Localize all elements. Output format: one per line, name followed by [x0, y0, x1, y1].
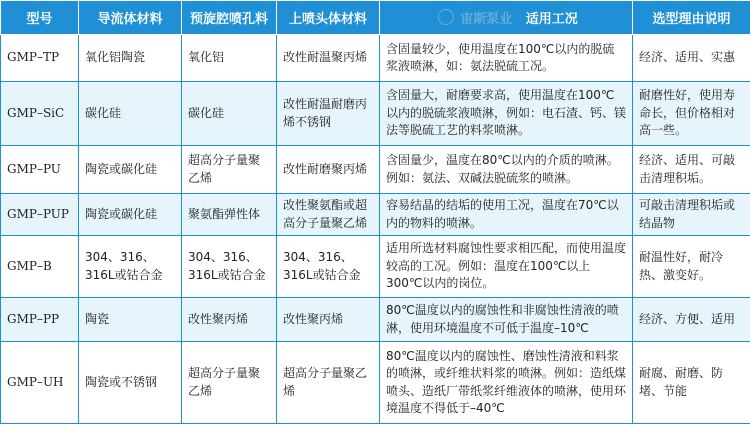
cell-reason: 经济、适用、可敲击清理积垢。 — [633, 146, 750, 194]
cell-model: GMP–PU — [1, 146, 79, 194]
table-row — [1, 236, 750, 298]
header-conditions-label: 适用工况 — [525, 12, 578, 27]
cell-model: GMP–B — [1, 236, 79, 298]
header-reason: 选型理由说明 — [633, 1, 750, 35]
cell-nozzle: 304、316、316L或钴合金 — [277, 236, 380, 298]
header-fluid-material: 导流体材料 — [79, 1, 182, 35]
cell-cavity: 超高分子量聚乙烯 — [182, 342, 277, 424]
cell-cavity: 碳化硅 — [182, 82, 277, 146]
cell-model: GMP–PP — [1, 298, 79, 342]
cell-reason: 耐腐、耐磨、防堵、节能 — [633, 342, 750, 424]
cell-conditions: 适用所选材料腐蚀性要求相匹配，而使用温度较高的工况。例如：温度在100℃以上300℃以内的岗位。 — [380, 236, 633, 298]
cell-nozzle: 改性聚氨酯或超高分子量聚乙烯 — [277, 194, 380, 236]
cell-reason: 经济、方便、适用 — [633, 298, 750, 342]
watermark: 宙斯泵业 — [460, 12, 513, 27]
cell-conditions: 80℃温度以内的腐蚀性、磨蚀性清液和料浆的喷淋，或纤维状料浆的喷淋。例如：造纸煤喷头、造纸厂带纸浆纤维液体的喷淋，使用环境温度不得低于–40℃ — [380, 342, 633, 424]
cell-model: GMP–UH — [1, 342, 79, 424]
cell-cavity: 超高分子量聚乙烯 — [182, 146, 277, 194]
header-cavity-material: 预旋腔喷孔料 — [182, 1, 277, 35]
cell-fluid: 304、316、316L或钴合金 — [79, 236, 182, 298]
cell-nozzle: 改性聚丙烯 — [277, 298, 380, 342]
cell-model: GMP–TP — [1, 35, 79, 82]
cell-fluid: 碳化硅 — [79, 82, 182, 146]
header-nozzle-material: 上喷头体材料 — [277, 1, 380, 35]
cell-fluid: 氧化铝陶瓷 — [79, 35, 182, 82]
cell-conditions: 容易结晶的结垢的使用工况，温度在70℃以内的物料的喷淋。 — [380, 194, 633, 236]
cell-fluid: 陶瓷或碳化硅 — [79, 194, 182, 236]
cell-conditions: 含固量少，温度在80℃以内的介质的喷淋。例如：氨法、双碱法脱硫浆的喷淋。 — [380, 146, 633, 194]
cell-reason: 经济、适用、实惠 — [633, 35, 750, 82]
cell-cavity: 304、316、316L或钴合金 — [182, 236, 277, 298]
cell-nozzle: 改性耐磨聚丙烯 — [277, 146, 380, 194]
cell-fluid: 陶瓷或不锈钢 — [79, 342, 182, 424]
cell-cavity: 改性聚丙烯 — [182, 298, 277, 342]
table-row — [1, 82, 750, 146]
cell-cavity: 氧化铝 — [182, 35, 277, 82]
cell-fluid: 陶瓷 — [79, 298, 182, 342]
cell-fluid: 陶瓷或碳化硅 — [79, 146, 182, 194]
cell-reason: 可敲击清理积垢或结晶物 — [633, 194, 750, 236]
header-model: 型号 — [1, 1, 79, 35]
cell-nozzle: 超高分子量聚乙烯 — [277, 342, 380, 424]
table-row — [1, 342, 750, 424]
table-row — [1, 194, 750, 236]
cell-cavity: 聚氨酯弹性体 — [182, 194, 277, 236]
table-row — [1, 146, 750, 194]
cell-nozzle: 改性耐温聚丙烯 — [277, 35, 380, 82]
cell-model: GMP–PUP — [1, 194, 79, 236]
cell-nozzle: 改性耐温耐磨丙烯不锈钢 — [277, 82, 380, 146]
cell-conditions: 80℃温度以内的腐蚀性和非腐蚀性清液的喷淋，使用环境温度不可低于温度–10℃ — [380, 298, 633, 342]
header-conditions — [380, 1, 633, 35]
table-row — [1, 298, 750, 342]
cell-reason: 耐磨性好，使用寿命长，但价格相对高一些。 — [633, 82, 750, 146]
header-row — [1, 1, 750, 35]
cell-conditions: 含固量较少，使用温度在100℃以内的脱硫浆液喷淋，如：氨法脱硫工况。 — [380, 35, 633, 82]
cell-reason: 耐温性好，耐冷热、激变好。 — [633, 236, 750, 298]
watermark-logo-icon — [438, 9, 454, 25]
table-row — [1, 35, 750, 82]
cell-model: GMP–SiC — [1, 82, 79, 146]
cell-conditions: 含固量大，耐磨要求高，使用温度在100℃以内的脱硫浆液喷淋，例如：电石渣、钙、镁法等脱硫工艺的料浆喷淋。 — [380, 82, 633, 146]
